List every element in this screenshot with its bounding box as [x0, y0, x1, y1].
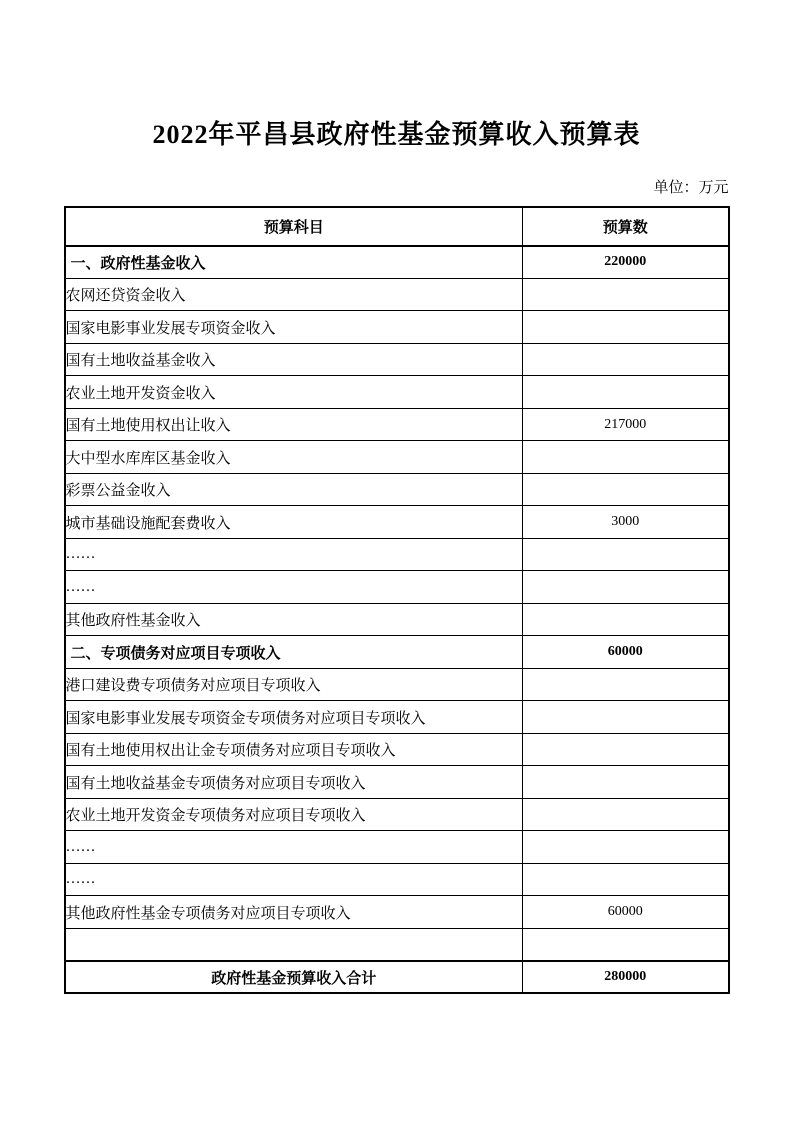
table-row: [65, 311, 729, 344]
row-label: 城市基础设施配套费收入: [65, 506, 523, 539]
table-row: [65, 896, 729, 929]
row-label: 国有土地收益基金专项债务对应项目专项收入: [65, 766, 523, 799]
table-row: [65, 538, 729, 571]
table-row: [65, 928, 729, 961]
row-value: [523, 538, 729, 571]
row-label: 二、专项债务对应项目专项收入: [65, 636, 523, 669]
table-row: [65, 278, 729, 311]
row-value: [523, 668, 729, 701]
row-value: [523, 798, 729, 831]
row-value: [523, 343, 729, 376]
row-value: [523, 376, 729, 409]
row-label: 其他政府性基金专项债务对应项目专项收入: [65, 896, 523, 929]
row-label: 一、政府性基金收入: [65, 246, 523, 279]
row-value: [523, 831, 729, 864]
table-row: [65, 636, 729, 669]
table-row: [65, 701, 729, 734]
table-row: [65, 343, 729, 376]
table-row: [65, 961, 729, 994]
budget-table-header: [65, 207, 729, 246]
row-value: [523, 928, 729, 961]
row-label: ……: [65, 863, 523, 896]
table-row: [65, 571, 729, 604]
column-header-subject: 预算科目: [65, 207, 523, 246]
row-label: [65, 928, 523, 961]
table-row: [65, 376, 729, 409]
table-row: [65, 733, 729, 766]
table-row: [65, 766, 729, 799]
header-row: [65, 207, 729, 246]
unit-label: 单位：万元: [653, 179, 729, 196]
row-label: 国有土地收益基金收入: [65, 343, 523, 376]
row-value: [523, 863, 729, 896]
row-value: [523, 733, 729, 766]
row-value: 60000: [523, 636, 729, 669]
table-row: [65, 668, 729, 701]
row-label: 其他政府性基金收入: [65, 603, 523, 636]
row-value: [523, 311, 729, 344]
table-row: [65, 798, 729, 831]
row-label: 港口建设费专项债务对应项目专项收入: [65, 668, 523, 701]
row-value: [523, 441, 729, 474]
row-label: 农业土地开发资金专项债务对应项目专项收入: [65, 798, 523, 831]
table-row: [65, 441, 729, 474]
row-label: ……: [65, 831, 523, 864]
row-value: [523, 701, 729, 734]
row-label: 农业土地开发资金收入: [65, 376, 523, 409]
row-value: [523, 603, 729, 636]
row-label: 国家电影事业发展专项资金专项债务对应项目专项收入: [65, 701, 523, 734]
row-value: 280000: [523, 961, 729, 994]
budget-table-body: [65, 246, 729, 994]
row-value: [523, 766, 729, 799]
row-label: 国有土地使用权出让金专项债务对应项目专项收入: [65, 733, 523, 766]
table-row: [65, 831, 729, 864]
table-row: [65, 408, 729, 441]
row-label: ……: [65, 571, 523, 604]
row-label: 农网还贷资金收入: [65, 278, 523, 311]
row-value: [523, 571, 729, 604]
table-row: [65, 603, 729, 636]
row-value: 3000: [523, 506, 729, 539]
row-value: [523, 278, 729, 311]
row-label: ……: [65, 538, 523, 571]
row-value: 60000: [523, 896, 729, 929]
row-value: 217000: [523, 408, 729, 441]
page-title: 2022年平昌县政府性基金预算收入预算表: [152, 120, 641, 149]
row-label: 政府性基金预算收入合计: [65, 961, 523, 994]
table-row: [65, 473, 729, 506]
row-value: [523, 473, 729, 506]
row-label: 国家电影事业发展专项资金收入: [65, 311, 523, 344]
row-label: 彩票公益金收入: [65, 473, 523, 506]
row-label: 国有土地使用权出让收入: [65, 408, 523, 441]
table-row: [65, 863, 729, 896]
table-row: [65, 246, 729, 279]
budget-table: [64, 206, 730, 995]
column-header-amount: 预算数: [523, 207, 729, 246]
row-value: 220000: [523, 246, 729, 279]
row-label: 大中型水库库区基金收入: [65, 441, 523, 474]
table-row: [65, 506, 729, 539]
